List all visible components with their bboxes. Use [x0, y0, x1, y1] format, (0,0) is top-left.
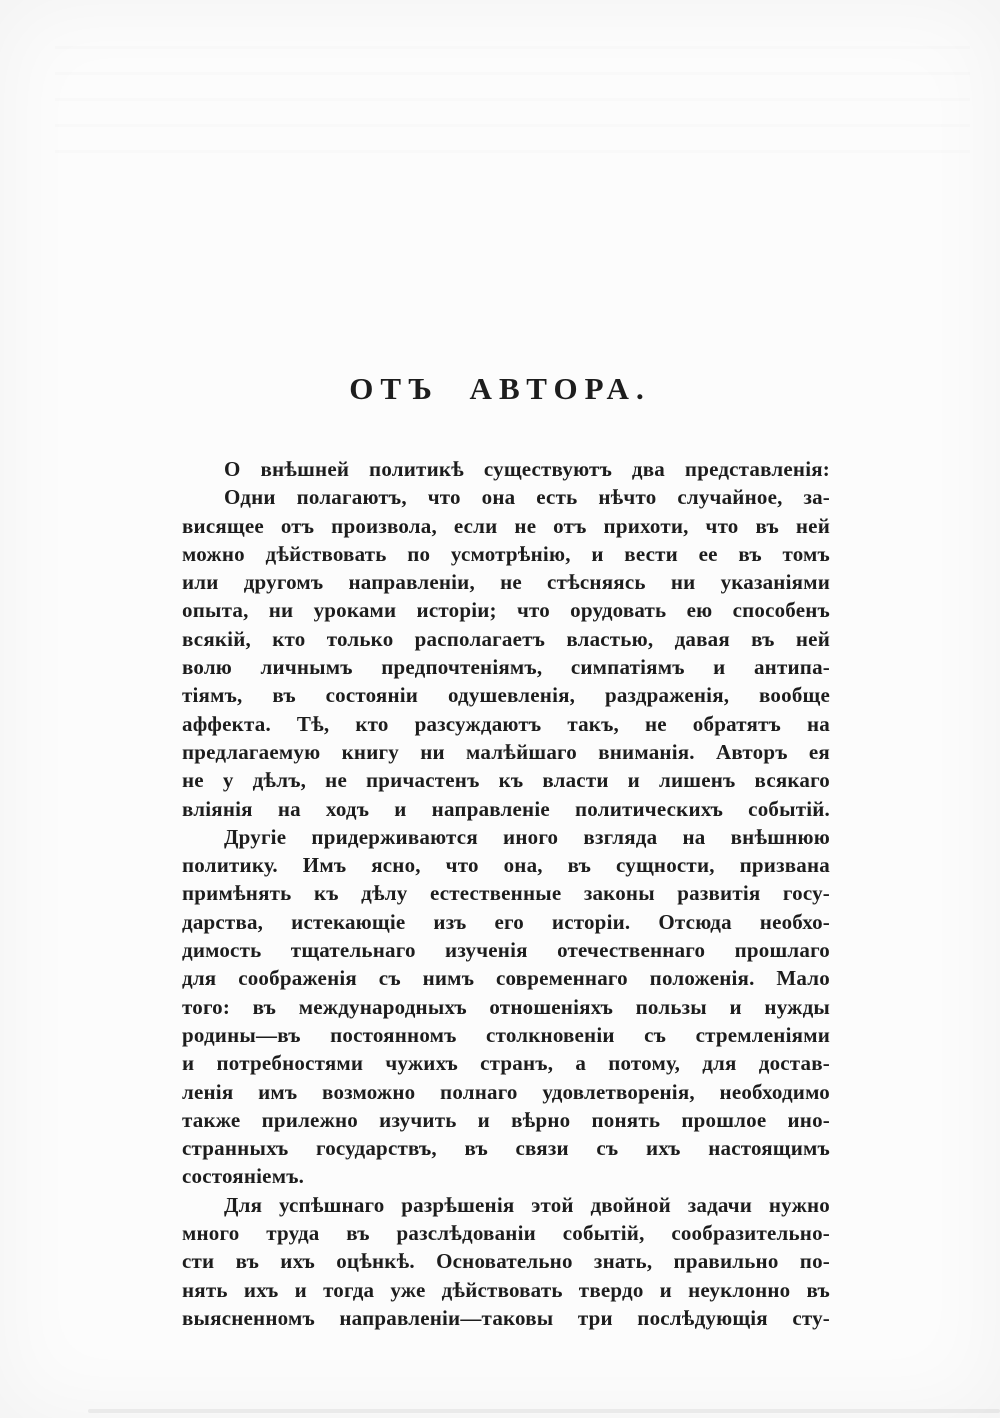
- paragraph: [182, 823, 830, 1191]
- text-line: не у дѣлъ, не причастенъ къ власти и лишенъ всякаго: [182, 768, 830, 793]
- text-line: аффекта. Тѣ, кто разсуждаютъ такъ, не обратятъ на: [182, 711, 830, 736]
- text-line: и потребностями чужихъ странъ, а потому, для достав-: [182, 1051, 830, 1076]
- text-line: для соображенія съ нимъ современнаго положенія. Мало: [182, 966, 830, 991]
- text-line: Одни полагаютъ, что она есть нѣчто случайное, за-: [224, 485, 830, 510]
- text-line: странныхъ государствъ, въ связи съ ихъ настоящимъ: [182, 1136, 830, 1161]
- text-line: или другомъ направленіи, не стѣсняясь ни указаніями: [182, 570, 830, 595]
- text-line: политику. Имъ ясно, что она, въ сущности, призвана: [182, 853, 830, 878]
- text-line: волю личнымъ предпочтеніямъ, симпатіямъ и антипа-: [182, 655, 830, 680]
- text-line: состояніемъ.: [182, 1164, 305, 1189]
- text-line: О внѣшней политикѣ существуютъ два представленія:: [224, 457, 830, 481]
- text-line: Для успѣшнаго разрѣшенія этой двойной задачи нужно: [224, 1192, 830, 1217]
- scan-edge-artifact: [88, 1409, 1000, 1413]
- text-line: димость тщательнаго изученія отечественнаго прошлаго: [182, 938, 830, 963]
- text-line: дарства, истекающіе изъ его исторіи. Отсюда необхо-: [182, 909, 830, 934]
- text-line: родины—въ постоянномъ столкновеніи съ стремленіями: [182, 1022, 830, 1047]
- text-line: ленія имъ возможно полнаго удовлетворенія, необходимо: [182, 1079, 830, 1104]
- body-text: [182, 455, 830, 1332]
- paragraph: [182, 455, 830, 483]
- text-line: тіямъ, въ состояніи одушевленія, раздраженія, вообще: [182, 683, 830, 708]
- text-line: можно дѣйствовать по усмотрѣнію, и вести ее въ томъ: [182, 541, 830, 566]
- text-line: много труда въ разслѣдованіи событій, сообразительно-: [182, 1221, 830, 1246]
- text-line: вліянія на ходъ и направленіе политическихъ событій.: [182, 796, 830, 821]
- text-line: также прилежно изучить и вѣрно понять прошлое ино-: [182, 1107, 830, 1132]
- paragraph: [182, 1191, 830, 1332]
- scan-ghosting-artifact: [55, 46, 970, 166]
- text-line: сти въ ихъ оцѣнкѣ. Основательно знать, правильно по-: [182, 1249, 830, 1274]
- text-line: Другіе придерживаются иного взгляда на внѣшнюю: [224, 824, 830, 849]
- text-line: того: въ международныхъ отношеніяхъ пользы и нужды: [182, 994, 830, 1019]
- text-line: опыта, ни уроками исторіи; что орудовать ею способенъ: [182, 598, 830, 623]
- text-line: выясненномъ направленіи—таковы три послѣдующія сту-: [182, 1305, 830, 1330]
- text-line: висящее отъ произвола, если не отъ прихоти, что въ ней: [182, 513, 830, 538]
- text-line: нять ихъ и тогда уже дѣйствовать твердо и неуклонно въ: [182, 1277, 830, 1302]
- text-line: предлагаемую книгу ни малѣйшаго вниманія. Авторъ ея: [182, 739, 830, 764]
- paragraph: [182, 483, 830, 823]
- text-line: примѣнять къ дѣлу естественные законы развитія госу-: [182, 881, 830, 906]
- page-title: ОТЪ АВТОРА.: [349, 371, 651, 406]
- text-line: всякій, кто только располагаетъ властью, давая въ ней: [182, 626, 830, 651]
